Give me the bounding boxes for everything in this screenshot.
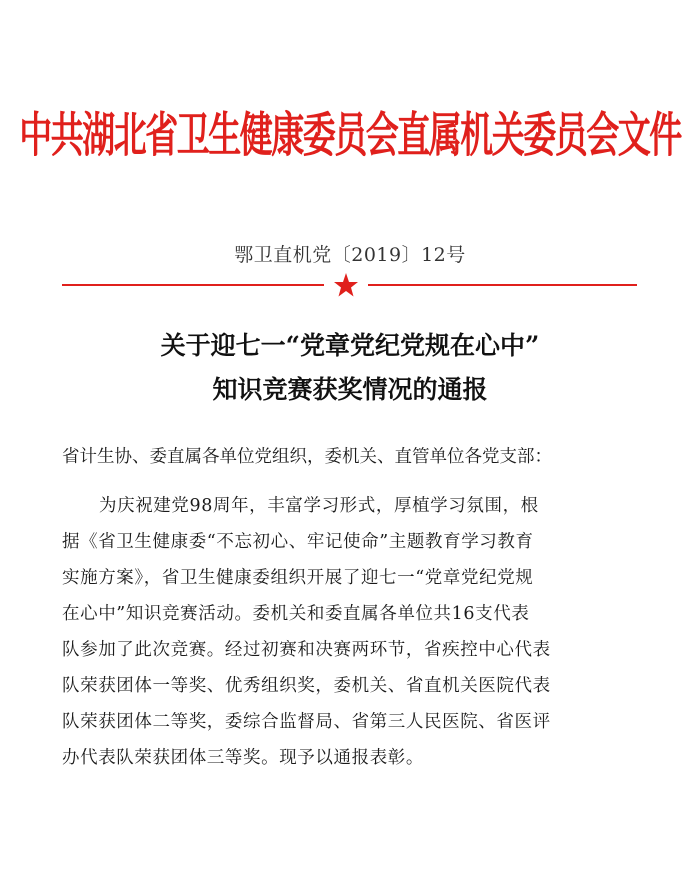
star-icon [333, 272, 359, 298]
body-line: 队荣获团体二等奖，委综合监督局、省第三人民医院、省医评 [62, 712, 551, 732]
notice-title-line-1: 关于迎七一“党章党纪党规在心中” [160, 331, 540, 360]
document-number: 鄂卫直机党〔2019〕12号 [234, 244, 466, 266]
body-line: 为庆祝建党98周年，丰富学习形式，厚植学习氛围，根 [99, 496, 539, 516]
notice-title-line-2: 知识竞赛获奖情况的通报 [212, 375, 488, 404]
divider-line-left [62, 284, 324, 286]
divider-line-right [368, 284, 637, 286]
body-line: 据《省卫生健康委“不忘初心、牢记使命”主题教育学习教育 [62, 532, 534, 552]
body-line: 办代表队荣获团体三等奖。现予以通报表彰。 [62, 748, 424, 768]
body-line: 队参加了此次竞赛。经过初赛和决赛两环节，省疾控中心代表 [62, 640, 551, 660]
document-header-title: 中共湖北省卫生健康委员会直属机关委员会文件 [19, 106, 681, 164]
body-line: 队荣获团体一等奖、优秀组织奖，委机关、省直机关医院代表 [62, 676, 551, 696]
red-divider [62, 274, 637, 298]
body-line: 实施方案》，省卫生健康委组织开展了迎七一“党章党纪党规 [62, 568, 534, 588]
body-paragraph [62, 488, 640, 776]
salutation: 省计生协、委直属各单位党组织，委机关、直管单位各党支部： [62, 447, 552, 467]
body-line: 在心中”知识竞赛活动。委机关和委直属各单位共16支代表 [62, 604, 530, 624]
